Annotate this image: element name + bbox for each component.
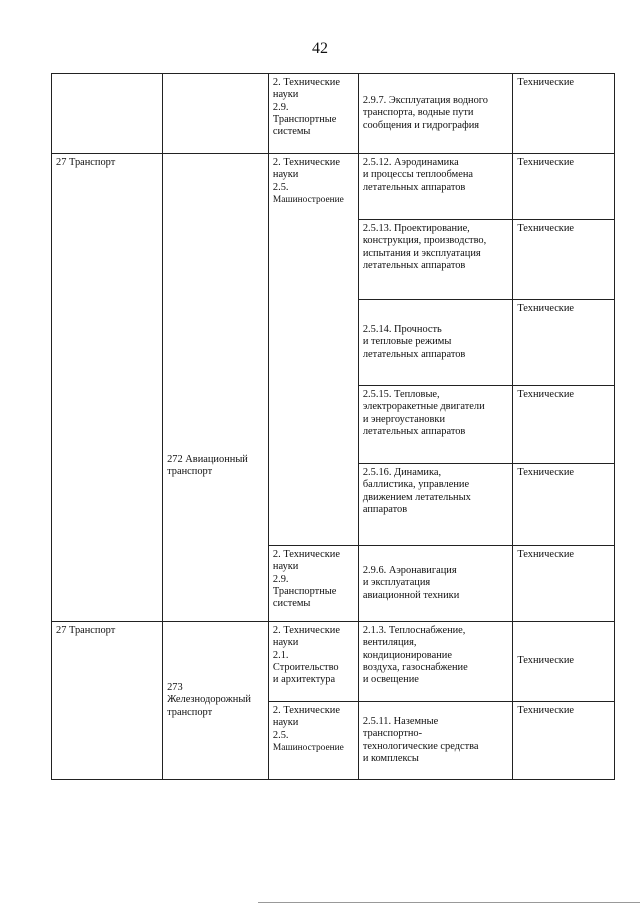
science-cell — [268, 74, 358, 154]
science-line: и архитектура — [272, 674, 336, 686]
specialty-line: воздуха, газоснабжение — [362, 661, 468, 673]
specialty-line: и комплексы — [362, 752, 419, 764]
science-line: системы — [272, 126, 311, 138]
science-line: Машиностроение — [272, 742, 344, 753]
specialty-cell — [358, 300, 513, 386]
science-line: 2.9. — [272, 101, 289, 113]
science-line: Машиностроение — [272, 194, 344, 205]
specialty-line: баллистика, управление — [362, 479, 470, 491]
science-line: 2. Технические — [272, 625, 340, 636]
profession-label: 272 Авиационный транспорт — [167, 453, 248, 477]
science-line: 2. Технические — [272, 77, 340, 88]
specialty-line: летательных аппаратов — [362, 348, 466, 360]
specialty-line: технологические средства — [362, 740, 479, 752]
specialty-line: 2.5.16. Динамика, — [362, 467, 442, 478]
specialty-cell — [358, 386, 513, 464]
specialty-line: конструкция, производство, — [362, 235, 487, 247]
specialty-cell — [358, 154, 513, 220]
specialty-line: 2.5.15. Тепловые, — [362, 389, 440, 400]
specialty-line: летательных аппаратов — [362, 259, 466, 271]
specialties-table — [51, 73, 615, 780]
science-line: Транспортные — [272, 585, 337, 597]
specialty-line: летательных аппаратов — [362, 181, 466, 193]
specialty-line: сообщения и гидрография — [362, 119, 480, 131]
specialty-line: авиационной техники — [362, 589, 460, 601]
profession-cell — [163, 622, 269, 780]
science-line: Строительство — [272, 661, 339, 673]
science-line: 2.9. — [272, 573, 289, 585]
science-line: науки — [272, 637, 299, 649]
specialty-line: испытания и эксплуатация — [362, 247, 481, 259]
branch-cell: Технические — [513, 546, 615, 622]
specialty-line: движением летательных — [362, 491, 471, 503]
branch-cell: Технические — [513, 220, 615, 300]
science-line: науки — [272, 89, 299, 101]
specialty-line: и энергоустановки — [362, 413, 446, 425]
specialty-cell — [358, 220, 513, 300]
specialty-line: летательных аппаратов — [362, 425, 466, 437]
table-row — [52, 622, 615, 702]
profession-cell — [163, 74, 269, 154]
branch-cell: Технические — [513, 702, 615, 780]
specialty-line: и тепловые режимы — [362, 336, 452, 348]
specialty-line: транспортно- — [362, 728, 423, 740]
group-cell: 27 Транспорт — [52, 154, 163, 622]
specialty-line: и эксплуатация — [362, 577, 431, 589]
branch-cell: Технические — [513, 622, 615, 702]
page-number: 42 — [312, 40, 328, 57]
specialty-cell — [358, 74, 513, 154]
specialty-line: кондиционирование — [362, 649, 452, 661]
specialty-cell — [358, 622, 513, 702]
science-line: 2. Технические — [272, 157, 340, 168]
science-cell — [268, 702, 358, 780]
specialty-line: 2.5.14. Прочность — [362, 324, 442, 336]
specialty-line: транспорта, водные пути — [362, 107, 474, 119]
specialty-line: вентиляция, — [362, 637, 417, 649]
table-row — [52, 74, 615, 154]
science-cell — [268, 622, 358, 702]
specialty-line: аппаратов — [362, 503, 408, 515]
profession-label: 273 Железнодорожный транспорт — [167, 682, 251, 718]
science-line: Транспортные — [272, 113, 337, 125]
specialty-line: электроракетные двигатели — [362, 401, 485, 413]
specialty-cell — [358, 546, 513, 622]
science-line: науки — [272, 561, 299, 573]
science-cell — [268, 546, 358, 622]
science-line: системы — [272, 598, 311, 610]
specialty-line: 2.5.13. Проектирование, — [362, 223, 470, 234]
science-line: науки — [272, 717, 299, 729]
specialty-line: 2.9.7. Эксплуатация водного — [362, 95, 488, 107]
specialty-line: 2.5.11. Наземные — [362, 715, 439, 727]
specialty-line: и освещение — [362, 674, 419, 686]
specialty-line: 2.9.6. Аэронавигация — [362, 565, 457, 577]
science-line: 2.1. — [272, 649, 289, 661]
branch-cell: Технические — [513, 154, 615, 220]
science-cell — [268, 154, 358, 546]
group-cell: 27 Транспорт — [52, 622, 163, 780]
branch-cell: Технические — [513, 464, 615, 546]
specialty-line: 2.1.3. Теплоснабжение, — [362, 625, 466, 636]
science-line: 2. Технические — [272, 549, 340, 560]
branch-cell: Технические — [513, 386, 615, 464]
science-line: 2.5. — [272, 181, 289, 193]
profession-cell — [163, 154, 269, 622]
branch-cell: Технические — [513, 300, 615, 386]
specialty-line: 2.5.12. Аэродинамика — [362, 157, 459, 168]
specialty-line: и процессы теплообмена — [362, 169, 474, 181]
science-line: науки — [272, 169, 299, 181]
page-edge-line — [258, 902, 640, 903]
table-row — [52, 154, 615, 220]
science-line: 2. Технические — [272, 705, 340, 716]
branch-cell: Технические — [513, 74, 615, 154]
specialty-cell — [358, 702, 513, 780]
specialty-cell — [358, 464, 513, 546]
group-cell — [52, 74, 163, 154]
science-line: 2.5. — [272, 729, 289, 741]
